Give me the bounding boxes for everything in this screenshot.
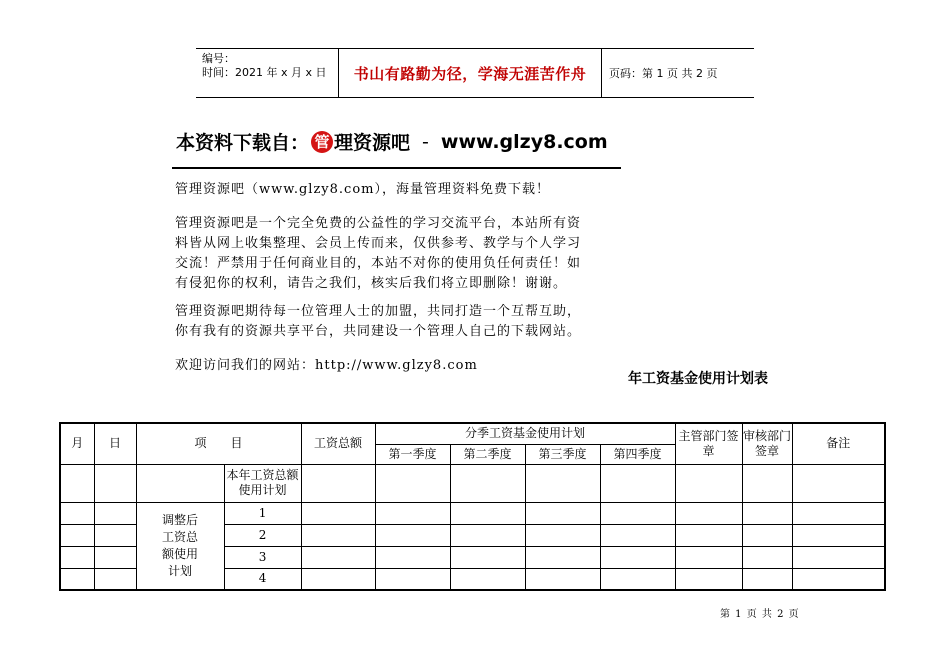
header-meta (196, 49, 339, 97)
download-banner (176, 128, 608, 155)
cell[interactable] (94, 546, 136, 568)
cell[interactable] (792, 502, 885, 524)
header-day: 日 (94, 423, 136, 464)
cell[interactable] (60, 502, 94, 524)
cell[interactable] (600, 464, 675, 502)
cell[interactable] (375, 524, 450, 546)
cell[interactable] (60, 568, 94, 590)
page-info: 页码：第 1 页 共 2 页 (609, 67, 718, 80)
banner-divider (172, 167, 621, 169)
cell[interactable] (94, 524, 136, 546)
adjust-row-num: 3 (224, 546, 301, 568)
header-q2: 第二季度 (450, 444, 525, 464)
cell[interactable] (792, 568, 885, 590)
ad-p3-line: 管理资源吧期待每一位管理人士的加盟，共同打造一个互帮互助， (175, 304, 582, 319)
cell[interactable] (301, 568, 375, 590)
motto: 书山有路勤为径，学海无涯苦作舟 (353, 64, 587, 83)
cell[interactable] (60, 464, 94, 502)
cell[interactable] (60, 546, 94, 568)
header-q4: 第四季度 (600, 444, 675, 464)
header-total: 工资总额 (301, 423, 375, 464)
cell[interactable] (792, 524, 885, 546)
adjust-row-num: 2 (224, 524, 301, 546)
cell[interactable] (600, 502, 675, 524)
banner-url[interactable]: www.glzy8.com (440, 130, 608, 153)
cell[interactable] (792, 464, 885, 502)
cell[interactable] (600, 524, 675, 546)
header-month: 月 (60, 423, 94, 464)
cell[interactable] (60, 524, 94, 546)
cell[interactable] (675, 502, 742, 524)
ad-paragraph-2 (175, 214, 581, 294)
salary-fund-plan-table (59, 422, 886, 591)
cell[interactable] (375, 568, 450, 590)
cell[interactable] (792, 546, 885, 568)
table-row (60, 464, 885, 502)
cell[interactable] (742, 502, 792, 524)
cell[interactable] (525, 464, 600, 502)
cell[interactable] (301, 464, 375, 502)
cell[interactable] (675, 546, 742, 568)
cell[interactable] (525, 524, 600, 546)
ad-intro: 管理资源吧（www.glzy8.com），海量管理资料免费下载！ (175, 182, 550, 197)
cell[interactable] (94, 464, 136, 502)
table-row (60, 502, 885, 524)
cell[interactable] (525, 546, 600, 568)
banner-dash: - (422, 130, 429, 153)
table-title: 年工资基金使用计划表 (628, 371, 768, 387)
ad-visit (175, 356, 478, 376)
cell[interactable] (450, 568, 525, 590)
cell[interactable] (94, 568, 136, 590)
time-label: 时间：2021 年 x 月 x 日 (202, 66, 327, 79)
cell[interactable] (742, 546, 792, 568)
ad-p2-line: 有侵犯你的权利，请告之我们，核实后我们将立即删除！谢谢。 (175, 276, 568, 291)
cell[interactable] (301, 524, 375, 546)
ad-paragraph-3 (175, 302, 581, 342)
cell[interactable] (375, 464, 450, 502)
adjusted-plan-label: 调整后工资总额使用计划 (136, 502, 224, 590)
cell[interactable] (675, 568, 742, 590)
banner-prefix: 本资料下载自： (176, 132, 310, 154)
cell[interactable] (675, 464, 742, 502)
header-motto-cell (339, 49, 602, 97)
ad-line-1 (175, 180, 550, 200)
header-note: 备注 (792, 423, 885, 464)
header-dept-seal: 主管部门签章 (675, 423, 742, 464)
cell[interactable] (525, 568, 600, 590)
cell[interactable] (450, 524, 525, 546)
cell[interactable] (742, 464, 792, 502)
cell[interactable] (375, 546, 450, 568)
cell[interactable] (525, 502, 600, 524)
cell[interactable] (742, 568, 792, 590)
cell[interactable] (136, 464, 224, 502)
header-item: 项 目 (136, 423, 301, 464)
cell[interactable] (375, 502, 450, 524)
cell[interactable] (301, 502, 375, 524)
header-q1: 第一季度 (375, 444, 450, 464)
cell[interactable] (450, 502, 525, 524)
visit-link[interactable]: 欢迎访问我们的网站：http://www.glzy8.com (175, 358, 478, 373)
ad-p2-line: 料皆从网上收集整理、会员上传而来，仅供参考、教学与个人学习 (175, 236, 582, 251)
header-audit-seal: 审核部门签章 (742, 423, 792, 464)
ad-p3-line: 你有我有的资源共享平台，共同建设一个管理人自己的下载网站。 (175, 324, 582, 339)
logo-icon: 管 (311, 131, 333, 153)
ad-p2-line: 交流！严禁用于任何商业目的，本站不对你的使用负任何责任！如 (175, 256, 582, 271)
cell[interactable] (675, 524, 742, 546)
row-annual-plan-label: 本年工资总额使用计划 (224, 464, 301, 502)
header-quarter-group: 分季工资基金使用计划 (375, 423, 675, 444)
cell[interactable] (450, 464, 525, 502)
cell[interactable] (450, 546, 525, 568)
adjust-row-num: 4 (224, 568, 301, 590)
page-footer: 第 1 页 共 2 页 (720, 609, 800, 620)
cell[interactable] (301, 546, 375, 568)
cell[interactable] (600, 546, 675, 568)
adjust-row-num: 1 (224, 502, 301, 524)
header-q3: 第三季度 (525, 444, 600, 464)
banner-site-name: 理资源吧 (334, 132, 411, 154)
cell[interactable] (94, 502, 136, 524)
cell[interactable] (600, 568, 675, 590)
cell[interactable] (742, 524, 792, 546)
serial-label: 编号： (202, 52, 235, 65)
document-header (196, 48, 754, 98)
ad-p2-line: 管理资源吧是一个完全免费的公益性的学习交流平台，本站所有资 (175, 216, 582, 231)
